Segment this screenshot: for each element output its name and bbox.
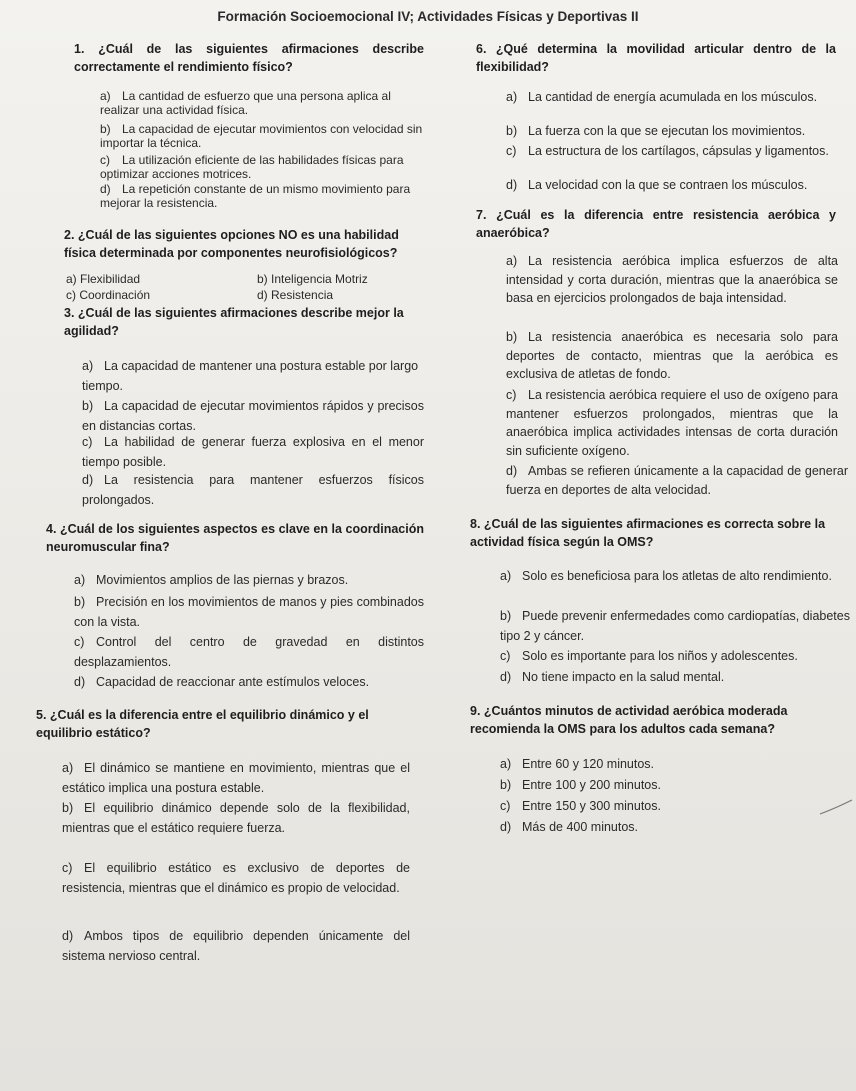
q2-option-c[interactable] [66, 288, 150, 302]
q8-option-d[interactable] [500, 667, 850, 687]
option-text: Más de 400 minutos. [522, 820, 639, 834]
q1-option-c[interactable] [100, 153, 424, 181]
q6-option-d[interactable] [506, 178, 836, 192]
q2-option-b[interactable] [257, 272, 368, 286]
q5-option-b[interactable] [62, 798, 410, 838]
question-number: 2. [64, 228, 75, 242]
option-letter: b) [82, 399, 94, 413]
q1-option-b[interactable] [100, 122, 424, 150]
q5-option-d[interactable] [62, 926, 410, 966]
question-text: ¿Qué determina la movilidad articular dentro de la flexibilidad? [476, 42, 836, 74]
q4-option-a[interactable] [74, 570, 424, 590]
option-letter: a) [500, 569, 512, 583]
option-letter: d) [500, 820, 512, 834]
option-letter: b) [74, 595, 86, 609]
q4-option-b[interactable] [74, 592, 424, 632]
option-text: La resistencia aeróbica requiere el uso de oxígeno para mantener esfuerzos prolongados, mientras que la anaeróbica implica actividades intensas de corta duración sin suficiente oxígeno. [506, 388, 838, 458]
option-letter: b) [506, 124, 518, 138]
option-letter: a) [506, 90, 518, 104]
option-letter: c) [500, 649, 511, 663]
question-number: 9. [470, 704, 481, 718]
q9-option-a[interactable] [500, 754, 840, 774]
q7-option-c[interactable] [506, 386, 838, 460]
option-text: Solo es beneficiosa para los atletas de alto rendimiento. [522, 569, 832, 583]
question-1 [74, 40, 424, 76]
question-text: ¿Cuántos minutos de actividad aeróbica moderada recomienda la OMS para los adultos cada semana? [470, 704, 788, 736]
question-4 [46, 520, 424, 556]
q1-option-d[interactable] [100, 182, 424, 210]
q1-option-a[interactable] [100, 89, 424, 117]
q3-option-c[interactable] [82, 432, 424, 472]
option-letter: c) [62, 861, 73, 875]
option-text: La resistencia para mantener esfuerzos físicos prolongados. [82, 473, 424, 507]
option-text: La resistencia anaeróbica es necesaria solo para deportes de contacto, mientras que la aeróbica es exclusiva de atletas de fondo. [506, 330, 838, 381]
q7-option-d[interactable] [506, 462, 848, 499]
question-text: ¿Cuál de las siguientes afirmaciones es correcta sobre la actividad física según la OMS? [470, 517, 826, 549]
question-number: 5. [36, 708, 47, 722]
option-letter: d) [257, 288, 268, 302]
q3-option-a[interactable] [82, 356, 424, 396]
q9-option-b[interactable] [500, 775, 840, 795]
q8-option-a[interactable] [500, 566, 850, 586]
question-number: 7. [476, 208, 487, 222]
q8-option-c[interactable] [500, 646, 850, 666]
question-number: 1. [74, 42, 85, 56]
option-letter: d) [62, 929, 74, 943]
option-text: Movimientos amplios de las piernas y brazos. [96, 573, 349, 587]
question-text: ¿Cuál es la diferencia entre el equilibrio dinámico y el equilibrio estático? [36, 708, 369, 740]
option-text: El equilibrio estático es exclusivo de deportes de resistencia, mientras que el dinámico es propio de velocidad. [62, 861, 410, 895]
q6-option-b[interactable] [506, 124, 830, 138]
option-text: La cantidad de energía acumulada en los músculos. [528, 90, 818, 104]
option-letter: a) [500, 757, 512, 771]
q9-option-c[interactable] [500, 796, 840, 816]
option-text: La estructura de los cartílagos, cápsulas y ligamentos. [528, 144, 829, 158]
option-text: Entre 150 y 300 minutos. [522, 799, 661, 813]
q9-option-d[interactable] [500, 817, 840, 837]
option-letter: c) [74, 635, 85, 649]
option-text: Coordinación [79, 288, 151, 302]
q4-option-d[interactable] [74, 672, 424, 692]
q5-option-a[interactable] [62, 758, 410, 798]
option-text: Control del centro de gravedad en distintos desplazamientos. [74, 635, 424, 669]
option-letter: c) [82, 435, 93, 449]
option-text: La fuerza con la que se ejecutan los movimientos. [528, 124, 806, 138]
option-text: Ambos tipos de equilibrio dependen únicamente del sistema nervioso central. [62, 929, 410, 963]
question-8 [470, 515, 848, 551]
option-text: El equilibrio dinámico depende solo de la flexibilidad, mientras que el estático requiere fuerza. [62, 801, 410, 835]
option-letter: b) [506, 330, 518, 344]
question-number: 8. [470, 517, 481, 531]
option-letter: c) [506, 144, 517, 158]
q2-option-d[interactable] [257, 288, 333, 302]
question-text: ¿Cuál de las siguientes opciones NO es una habilidad física determinada por componentes neurofisiológicos? [64, 228, 399, 260]
question-9 [470, 702, 852, 738]
option-letter: a) [74, 573, 86, 587]
option-letter: b) [100, 122, 111, 136]
option-text: Entre 100 y 200 minutos. [522, 778, 661, 792]
option-text: Flexibilidad [80, 272, 141, 286]
option-letter: c) [100, 153, 110, 167]
option-letter: b) [500, 778, 512, 792]
question-6 [476, 40, 836, 76]
option-text: Puede prevenir enfermedades como cardiopatías, diabetes tipo 2 y cáncer. [500, 609, 850, 643]
option-letter: c) [66, 288, 76, 302]
q8-option-b[interactable] [500, 606, 850, 646]
question-7 [476, 206, 836, 242]
option-text: Entre 60 y 120 minutos. [522, 757, 655, 771]
question-text: ¿Cuál de los siguientes aspectos es clave en la coordinación neuromuscular fina? [46, 522, 424, 554]
question-3 [64, 304, 424, 340]
q5-option-c[interactable] [62, 858, 410, 898]
q2-option-a[interactable] [66, 272, 140, 286]
option-letter: d) [506, 464, 518, 478]
option-letter: d) [500, 670, 512, 684]
question-text: ¿Cuál de las siguientes afirmaciones describe mejor la agilidad? [64, 306, 404, 338]
option-text: La repetición constante de un mismo movimiento para mejorar la resistencia. [100, 182, 411, 210]
option-text: Resistencia [271, 288, 334, 302]
option-letter: d) [506, 178, 518, 192]
option-letter: d) [82, 473, 94, 487]
option-letter: a) [62, 761, 74, 775]
option-text: La capacidad de mantener una postura estable por largo tiempo. [82, 359, 419, 393]
question-number: 3. [64, 306, 75, 320]
option-text: La utilización eficiente de las habilidades físicas para optimizar acciones motrices. [100, 153, 404, 181]
q3-option-b[interactable] [82, 396, 424, 436]
option-letter: b) [500, 609, 512, 623]
option-letter: a) [506, 254, 518, 268]
question-number: 4. [46, 522, 57, 536]
option-text: Capacidad de reaccionar ante estímulos veloces. [96, 675, 370, 689]
q4-option-c[interactable] [74, 632, 424, 672]
option-text: No tiene impacto en la salud mental. [522, 670, 725, 684]
option-text: La capacidad de ejecutar movimientos rápidos y precisos en distancias cortas. [82, 399, 424, 433]
option-letter: a) [66, 272, 77, 286]
question-text: ¿Cuál es la diferencia entre resistencia aeróbica y anaeróbica? [476, 208, 836, 240]
pencil-mark [818, 798, 854, 818]
option-letter: a) [82, 359, 94, 373]
option-letter: d) [100, 182, 111, 196]
option-letter: c) [506, 388, 517, 402]
option-text: La resistencia aeróbica implica esfuerzos de alta intensidad y corta duración, mientras que la anaeróbica se basa en ejercicios prolongados de baja intensidad. [506, 254, 838, 305]
option-text: Inteligencia Motriz [271, 272, 368, 286]
option-letter: d) [74, 675, 86, 689]
option-text: Solo es importante para los niños y adolescentes. [522, 649, 798, 663]
question-5 [36, 706, 426, 742]
option-text: La capacidad de ejecutar movimientos con velocidad sin importar la técnica. [100, 122, 423, 150]
option-text: El dinámico se mantiene en movimiento, mientras que el estático implica una postura estable. [62, 761, 410, 795]
option-letter: c) [500, 799, 511, 813]
q7-option-a[interactable] [506, 252, 838, 308]
option-letter: b) [62, 801, 74, 815]
q6-option-a[interactable] [506, 89, 830, 105]
option-letter: a) [100, 89, 111, 103]
option-text: La cantidad de esfuerzo que una persona aplica al realizar una actividad física. [100, 89, 391, 117]
option-text: Ambas se refieren únicamente a la capacidad de generar fuerza en deportes de alta velocidad. [506, 464, 848, 497]
option-letter: b) [257, 272, 268, 286]
q6-option-c[interactable] [506, 143, 836, 159]
question-text: ¿Cuál de las siguientes afirmaciones describe correctamente el rendimiento físico? [74, 42, 424, 74]
question-number: 6. [476, 42, 487, 56]
page-title: Formación Socioemocional IV; Actividades Físicas y Deportivas II [217, 9, 639, 24]
question-2 [64, 226, 424, 262]
option-text: La velocidad con la que se contraen los músculos. [528, 178, 808, 192]
q3-option-d[interactable] [82, 470, 424, 510]
option-text: La habilidad de generar fuerza explosiva en el menor tiempo posible. [82, 435, 424, 469]
q7-option-b[interactable] [506, 328, 838, 384]
option-text: Precisión en los movimientos de manos y pies combinados con la vista. [74, 595, 424, 629]
